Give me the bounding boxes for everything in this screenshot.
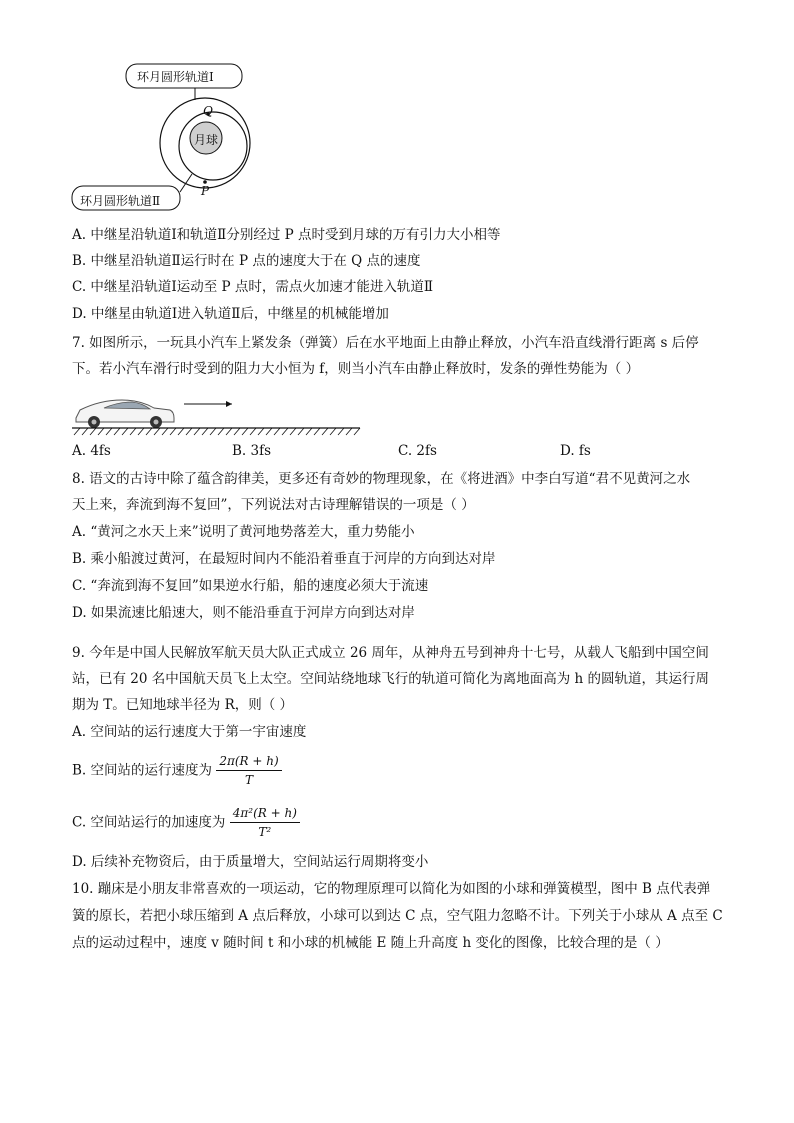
q6-option-d: D. 中继星由轨道Ⅰ进入轨道Ⅱ后，中继星的机械能增加 — [72, 306, 389, 322]
point-q-label: Q — [203, 104, 213, 118]
label-orbit1: 环月圆形轨道Ⅰ — [137, 70, 214, 84]
ground-hatching — [74, 428, 360, 435]
q9-stem-line2: 站，已有 20 名中国航天员飞上太空。空间站绕地球飞行的轨道可简化为离地面高为 h 的圆轨道，其运行周 — [72, 671, 710, 687]
q10-stem-line2: 簧的原长，若把小球压缩到 A 点后释放，小球可以到达 C 点，空气阻力忽略不计。下列关于小球从 A 点至 C — [72, 908, 723, 924]
q9-option-c: C. 空间站运行的加速度为 — [72, 814, 226, 831]
point-p-label: P — [201, 184, 210, 198]
car-figure — [70, 390, 365, 436]
q9-option-c-denominator: T² — [258, 825, 272, 839]
q9-option-b-denominator: T — [244, 773, 253, 787]
q9-option-c-row — [72, 804, 300, 841]
q8-option-a: A. “黄河之水天上来”说明了黄河地势落差大，重力势能小 — [72, 524, 415, 540]
q7-option-c: C. 2fs — [398, 443, 437, 459]
q9-option-a: A. 空间站的运行速度大于第一宇宙速度 — [72, 724, 307, 740]
q10-stem-line1: 10. 蹦床是小朋友非常喜欢的一项运动，它的物理原理可以简化为如图的小球和弹簧模型，图中 B 点代表弹 — [72, 881, 711, 897]
q7-option-d: D. fs — [560, 443, 591, 459]
q9-option-b-numerator: 2π(R + h) — [216, 752, 281, 771]
q9-option-b-fraction — [216, 752, 281, 789]
q7-option-b: B. 3fs — [232, 443, 272, 459]
q7-option-a: A. 4fs — [72, 443, 111, 459]
q6-option-a: A. 中继星沿轨道Ⅰ和轨道Ⅱ分别经过 P 点时受到月球的万有引力大小相等 — [72, 227, 501, 243]
q8-option-b: B. 乘小船渡过黄河，在最短时间内不能沿着垂直于河岸的方向到达对岸 — [72, 551, 496, 567]
q8-stem-line1: 8. 语文的古诗中除了蕴含韵律美，更多还有奇妙的物理现象，在《将进酒》中李白写道“君不见黄河之水 — [72, 471, 691, 487]
q6-option-b: B. 中继星沿轨道Ⅱ运行时在 P 点的速度大于在 Q 点的速度 — [72, 253, 421, 269]
q6-option-c: C. 中继星沿轨道Ⅰ运动至 P 点时，需点火加速才能进入轨道Ⅱ — [72, 279, 434, 295]
q8-option-d: D. 如果流速比船速大，则不能沿垂直于河岸方向到达对岸 — [72, 605, 415, 621]
q10-stem-line3: 点的运动过程中，速度 v 随时间 t 和小球的机械能 E 随上升高度 h 变化的图像，比较合理的是（ ） — [72, 935, 669, 951]
q9-option-b-row — [72, 752, 282, 789]
q8-stem-line2: 天上来，奔流到海不复回”，下列说法对古诗理解错误的一项是（ ） — [72, 497, 475, 513]
q9-option-d: D. 后续补充物资后，由于质量增大，空间站运行周期将变小 — [72, 854, 429, 870]
label-orbit2: 环月圆形轨道Ⅱ — [80, 194, 161, 208]
q9-stem-line3: 期为 T。已知地球半径为 R，则（ ） — [72, 697, 294, 713]
q7-stem-line2: 下。若小汽车滑行时受到的阻力大小恒为 f，则当小汽车由静止释放时，发条的弹性势能为（ ） — [72, 361, 640, 377]
q9-option-b: B. 空间站的运行速度为 — [72, 762, 213, 779]
moon-label: 月球 — [194, 133, 219, 147]
q9-option-c-numerator: 4π²(R + h) — [230, 804, 300, 823]
q9-option-c-fraction — [230, 804, 300, 841]
q9-stem-line1: 9. 今年是中国人民解放军航天员大队正式成立 26 周年，从神舟五号到神舟十七号，从载人飞船到中国空间 — [72, 645, 709, 661]
q7-stem-line1: 7. 如图所示，一玩具小汽车上紧发条（弹簧）后在水平地面上由静止释放，小汽车沿直线滑行距离 s 后停 — [72, 335, 699, 351]
q8-option-c: C. “奔流到海不复回”如果逆水行船，船的速度必须大于流速 — [72, 578, 429, 594]
